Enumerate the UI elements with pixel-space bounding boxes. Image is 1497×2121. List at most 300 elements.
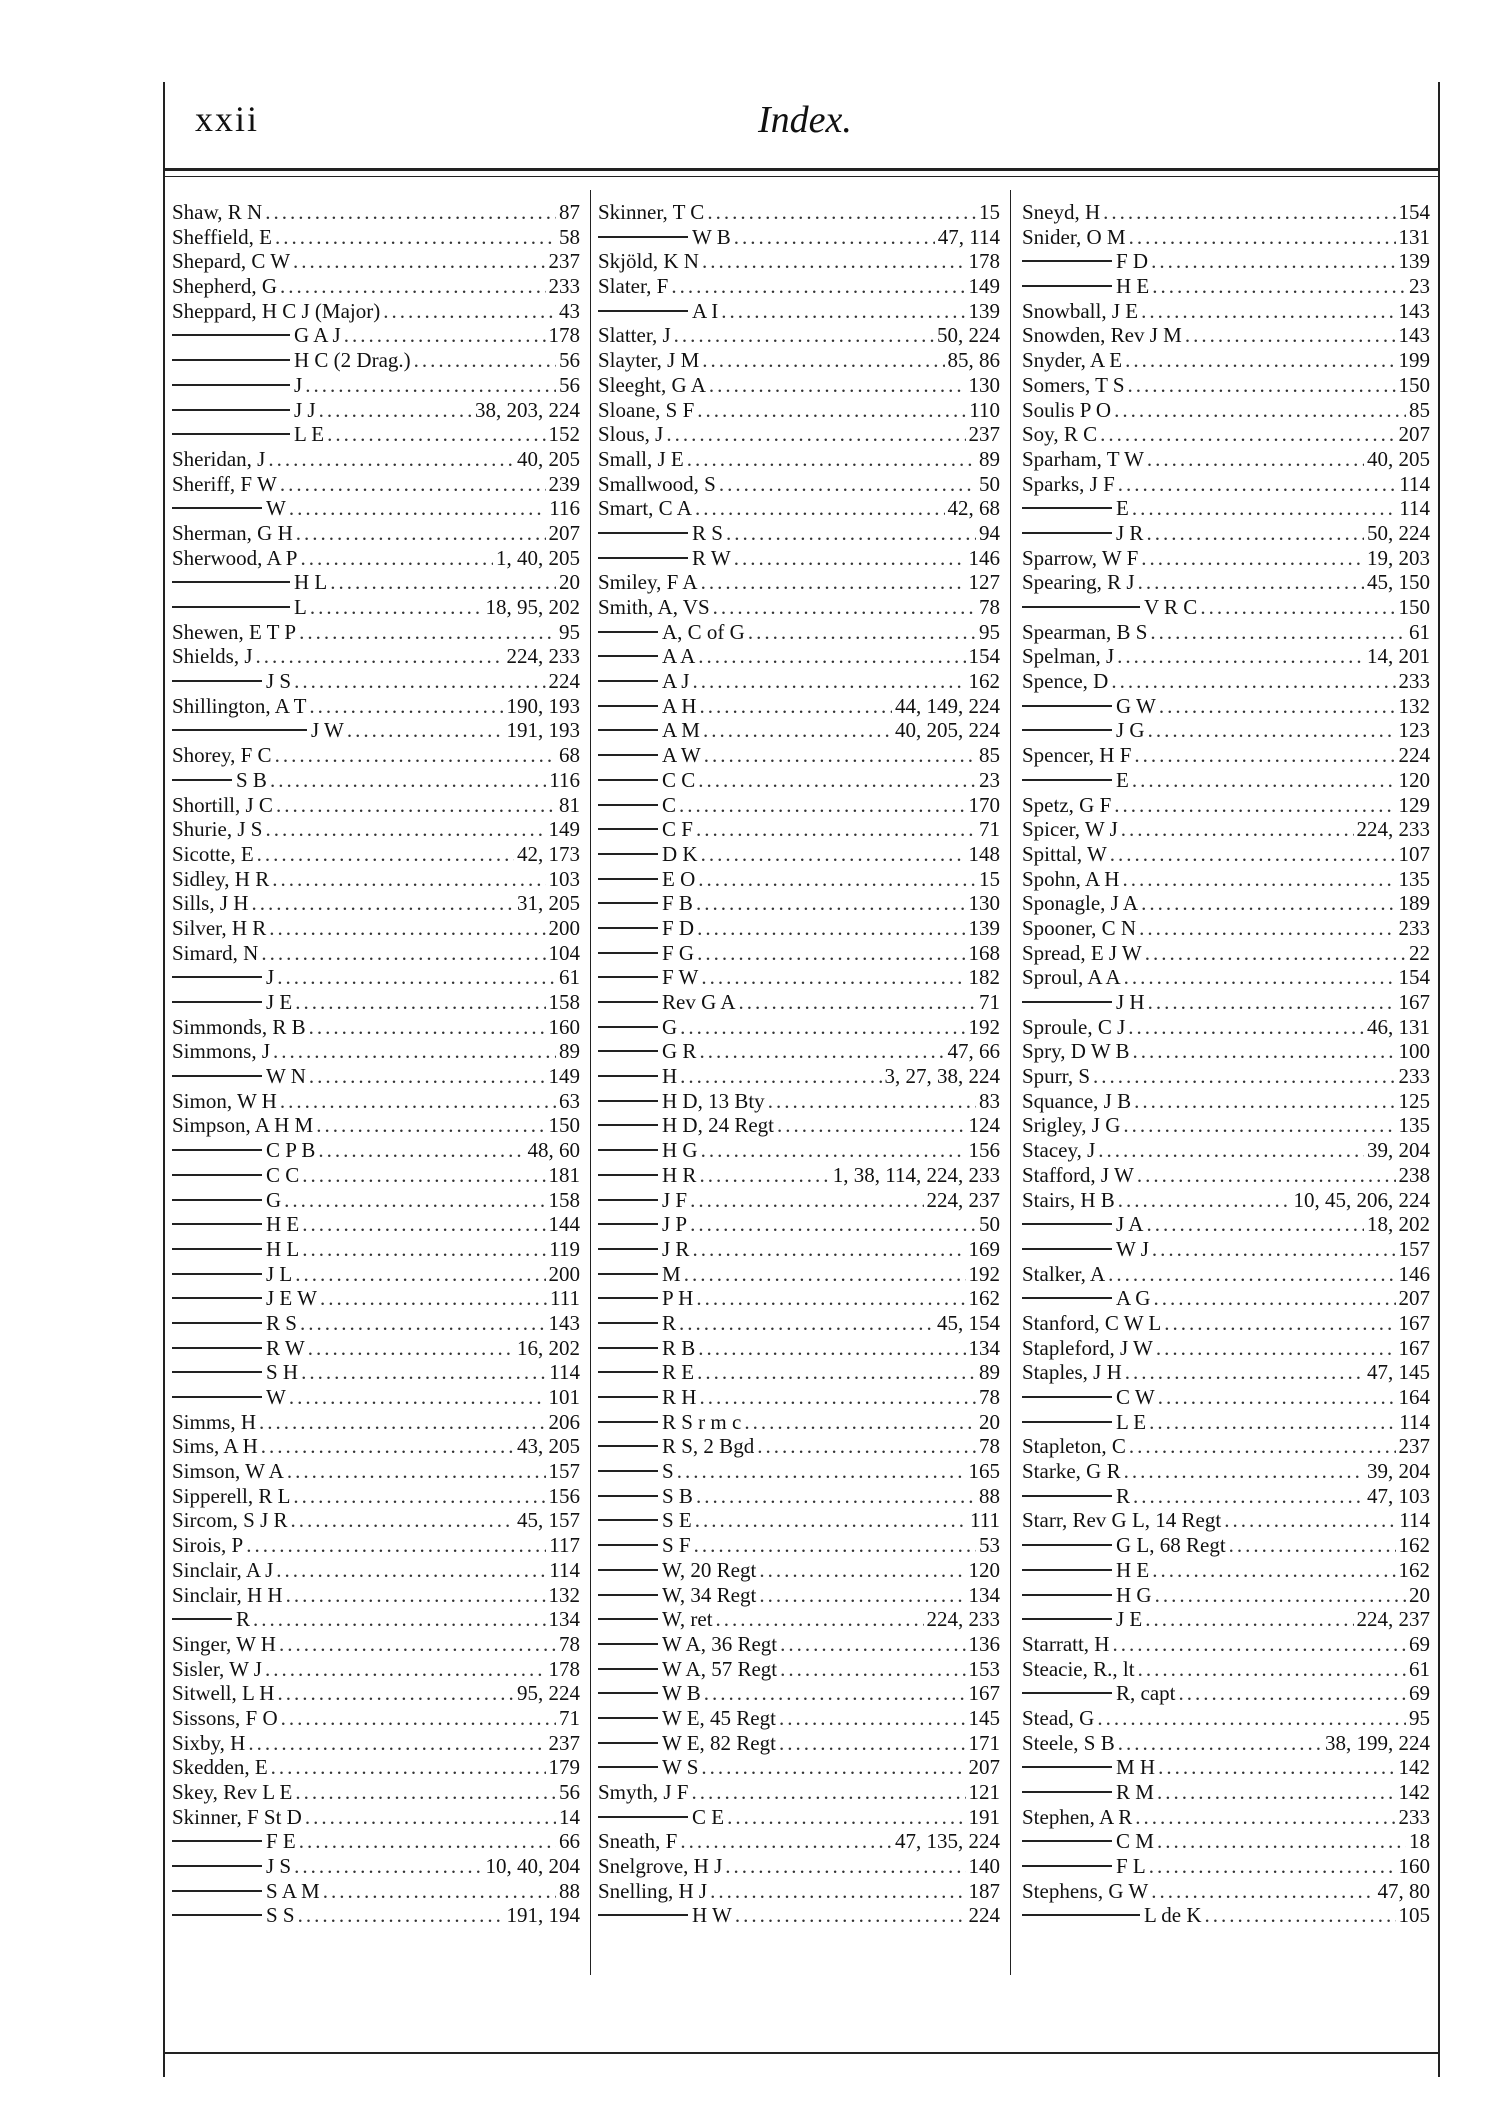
entry-name: J G bbox=[1116, 718, 1145, 743]
entry-pages: 233 bbox=[1398, 915, 1430, 940]
leader-dots bbox=[294, 669, 545, 694]
entry-name: Shepard, C W bbox=[172, 249, 291, 274]
index-entry bbox=[598, 1138, 1000, 1163]
leader-dots bbox=[701, 570, 966, 595]
index-entry bbox=[598, 1188, 1000, 1213]
index-entry bbox=[172, 496, 580, 521]
leader-dots bbox=[779, 1731, 966, 1756]
leader-dots bbox=[1100, 422, 1395, 447]
index-entry bbox=[172, 867, 580, 892]
entry-name: J L bbox=[266, 1261, 293, 1286]
leader-dots bbox=[284, 1188, 545, 1213]
entry-name: Sleeght, G A bbox=[598, 372, 706, 397]
index-entry bbox=[1022, 1484, 1430, 1509]
leader-dots bbox=[1205, 1903, 1396, 1928]
index-entry bbox=[172, 1508, 580, 1533]
entry-name: R W bbox=[266, 1335, 305, 1360]
index-entry bbox=[1022, 669, 1430, 694]
entry-pages: 19, 203 bbox=[1367, 545, 1430, 570]
index-entry bbox=[1022, 743, 1430, 768]
index-entry bbox=[172, 1237, 580, 1262]
leader-dots bbox=[701, 842, 966, 867]
index-column-2 bbox=[598, 200, 1000, 1928]
entry-name: G L, 68 Regt bbox=[1116, 1533, 1226, 1558]
index-entry bbox=[1022, 1336, 1430, 1361]
entry-name: Sinclair, H H bbox=[172, 1582, 283, 1607]
leader-dots bbox=[277, 965, 556, 990]
leader-dots bbox=[1141, 299, 1395, 324]
index-entry bbox=[172, 1607, 580, 1632]
leader-dots bbox=[677, 1459, 966, 1484]
ditto-dash bbox=[598, 902, 658, 904]
entry-pages: 81 bbox=[559, 792, 580, 817]
entry-pages: 39, 204 bbox=[1367, 1138, 1430, 1163]
leader-dots bbox=[265, 200, 556, 225]
entry-pages: 237 bbox=[1398, 1434, 1430, 1459]
index-entry bbox=[172, 373, 580, 398]
index-entry bbox=[598, 1879, 1000, 1904]
entry-pages: 168 bbox=[968, 940, 1000, 965]
leader-dots bbox=[1133, 1039, 1396, 1064]
index-entry bbox=[1022, 1508, 1430, 1533]
entry-pages: 143 bbox=[548, 1310, 580, 1335]
index-entry bbox=[1022, 1262, 1430, 1287]
entry-name: Snowball, J E bbox=[1022, 298, 1139, 323]
entry-name: Spooner, C N bbox=[1022, 915, 1137, 940]
index-entry bbox=[598, 965, 1000, 990]
index-entry bbox=[1022, 891, 1430, 916]
index-entry bbox=[1022, 1385, 1430, 1410]
entry-name: G A J bbox=[294, 323, 341, 348]
entry-pages: 45, 157 bbox=[517, 1508, 580, 1533]
entry-pages: 145 bbox=[968, 1705, 1000, 1730]
leader-dots bbox=[702, 249, 966, 274]
entry-name: Stalker, A bbox=[1022, 1261, 1106, 1286]
entry-name: Simms, H bbox=[172, 1409, 257, 1434]
index-entry bbox=[598, 1780, 1000, 1805]
leader-dots bbox=[695, 1508, 967, 1533]
index-entry bbox=[172, 768, 580, 793]
entry-name: Smart, C A bbox=[598, 496, 692, 521]
entry-name: Starr, Rev G L, 14 Regt bbox=[1022, 1508, 1222, 1533]
index-entry bbox=[598, 1459, 1000, 1484]
leader-dots bbox=[1148, 990, 1396, 1015]
entry-name: H E bbox=[266, 1212, 300, 1237]
entry-pages: 45, 154 bbox=[937, 1310, 1000, 1335]
page-number: xxii bbox=[195, 99, 260, 139]
leader-dots bbox=[780, 1632, 965, 1657]
entry-pages: 103 bbox=[548, 866, 580, 891]
leader-dots bbox=[289, 1385, 546, 1410]
entry-pages: 10, 45, 206, 224 bbox=[1293, 1187, 1430, 1212]
leader-dots bbox=[261, 941, 545, 966]
ditto-dash bbox=[172, 1396, 262, 1398]
leader-dots bbox=[744, 1410, 976, 1435]
entry-name: F D bbox=[662, 915, 695, 940]
ditto-dash bbox=[1022, 1396, 1112, 1398]
entry-name: S F bbox=[662, 1533, 691, 1558]
entry-name: Stapleton, C bbox=[1022, 1434, 1126, 1459]
entry-pages: 224, 233 bbox=[506, 644, 580, 669]
entry-pages: 14, 201 bbox=[1367, 644, 1430, 669]
leader-dots bbox=[696, 891, 966, 916]
entry-name: R S, 2 Bgd bbox=[662, 1434, 755, 1459]
leader-dots bbox=[779, 1706, 966, 1731]
entry-pages: 85, 86 bbox=[947, 348, 1000, 373]
index-entry bbox=[172, 941, 580, 966]
entry-name: Sheriff, F W bbox=[172, 471, 277, 496]
leader-dots bbox=[291, 1508, 514, 1533]
ditto-dash bbox=[598, 1297, 658, 1299]
leader-dots bbox=[680, 1015, 965, 1040]
leader-dots bbox=[268, 447, 514, 472]
index-entry bbox=[1022, 1039, 1430, 1064]
entry-pages: 121 bbox=[968, 1780, 1000, 1804]
index-entry bbox=[1022, 1780, 1430, 1805]
leader-dots bbox=[701, 1138, 966, 1163]
index-entry bbox=[172, 1731, 580, 1756]
entry-pages: 167 bbox=[1398, 990, 1430, 1014]
entry-pages: 207 bbox=[548, 520, 580, 545]
index-entry bbox=[172, 1089, 580, 1114]
leader-dots bbox=[684, 1262, 966, 1287]
index-entry bbox=[172, 669, 580, 694]
leader-dots bbox=[1146, 521, 1364, 546]
entry-pages: 18 bbox=[1409, 1829, 1430, 1854]
entry-pages: 149 bbox=[548, 817, 580, 842]
leader-dots bbox=[257, 842, 514, 867]
entry-name: Spearing, R J bbox=[1022, 570, 1135, 595]
entry-pages: 38, 203, 224 bbox=[475, 397, 580, 422]
leader-dots bbox=[1141, 891, 1395, 916]
entry-pages: 1, 38, 114, 224, 233 bbox=[832, 1162, 1000, 1187]
leader-dots bbox=[271, 1755, 546, 1780]
entry-name: C E bbox=[692, 1804, 725, 1829]
index-entry bbox=[172, 793, 580, 818]
ditto-dash bbox=[598, 927, 658, 929]
ditto-dash bbox=[172, 1865, 262, 1867]
leader-dots bbox=[327, 422, 545, 447]
ditto-dash bbox=[598, 1569, 658, 1571]
entry-pages: 111 bbox=[550, 1286, 580, 1311]
index-entry bbox=[1022, 1138, 1430, 1163]
entry-name: R bbox=[1116, 1483, 1131, 1508]
entry-pages: 45, 150 bbox=[1367, 570, 1430, 595]
entry-name: Simard, N bbox=[172, 940, 259, 965]
entry-pages: 15 bbox=[979, 866, 1000, 891]
leader-dots bbox=[691, 1780, 965, 1805]
entry-pages: 237 bbox=[548, 1730, 580, 1755]
leader-dots bbox=[716, 1607, 924, 1632]
index-entry bbox=[598, 916, 1000, 941]
entry-pages: 46, 131 bbox=[1367, 1014, 1430, 1039]
index-entry bbox=[172, 620, 580, 645]
index-entry bbox=[598, 472, 1000, 497]
index-entry bbox=[172, 1459, 580, 1484]
entry-pages: 146 bbox=[1398, 1261, 1430, 1286]
entry-pages: 156 bbox=[548, 1483, 580, 1508]
leader-dots bbox=[256, 644, 504, 669]
entry-pages: 224, 237 bbox=[926, 1187, 1000, 1212]
entry-name: Sissons, F O bbox=[172, 1705, 278, 1730]
index-entry bbox=[598, 1632, 1000, 1657]
index-entry bbox=[598, 595, 1000, 620]
entry-pages: 167 bbox=[1398, 1335, 1430, 1360]
entry-pages: 116 bbox=[549, 496, 580, 521]
index-entry bbox=[598, 1015, 1000, 1040]
index-entry bbox=[1022, 1360, 1430, 1385]
entry-name: W S bbox=[662, 1755, 699, 1780]
entry-name: R E bbox=[662, 1360, 695, 1385]
leader-dots bbox=[1114, 793, 1395, 818]
entry-pages: 20 bbox=[1409, 1582, 1430, 1607]
entry-name: L de K bbox=[1144, 1903, 1202, 1928]
leader-dots bbox=[1132, 496, 1396, 521]
index-entry bbox=[172, 1336, 580, 1361]
index-entry bbox=[1022, 1583, 1430, 1608]
index-entry bbox=[1022, 1410, 1430, 1435]
leader-dots bbox=[299, 1829, 556, 1854]
entry-name: Sherman, G H bbox=[172, 520, 293, 545]
index-entry bbox=[598, 1755, 1000, 1780]
index-entry bbox=[1022, 323, 1430, 348]
entry-name: Spencer, H F bbox=[1022, 743, 1132, 768]
ditto-dash bbox=[598, 1421, 658, 1423]
column-divider-1 bbox=[590, 190, 591, 1975]
entry-name: Sicotte, E bbox=[172, 841, 254, 866]
leader-dots bbox=[780, 1657, 965, 1682]
entry-name: Simmonds, R B bbox=[172, 1014, 306, 1039]
ditto-dash bbox=[598, 1692, 658, 1694]
entry-name: C F bbox=[662, 817, 693, 842]
entry-name: Sixby, H bbox=[172, 1730, 246, 1755]
entry-pages: 150 bbox=[548, 1113, 580, 1138]
index-entry bbox=[172, 1212, 580, 1237]
entry-name: H L bbox=[294, 570, 328, 595]
ditto-dash bbox=[598, 1100, 658, 1102]
entry-pages: 120 bbox=[968, 1557, 1000, 1582]
ditto-dash bbox=[598, 828, 658, 830]
leader-dots bbox=[1121, 817, 1354, 842]
entry-name: W, 20 Regt bbox=[662, 1557, 757, 1582]
leader-dots bbox=[1138, 1657, 1406, 1682]
entry-name: J S bbox=[266, 669, 292, 694]
index-entry bbox=[598, 1064, 1000, 1089]
ditto-dash bbox=[172, 1174, 262, 1176]
entry-pages: 206 bbox=[548, 1409, 580, 1434]
index-entry bbox=[172, 323, 580, 348]
entry-pages: 83 bbox=[979, 1088, 1000, 1113]
leader-dots bbox=[246, 1533, 546, 1558]
index-entry bbox=[598, 620, 1000, 645]
entry-name: R H bbox=[662, 1385, 697, 1409]
leader-dots bbox=[305, 373, 556, 398]
index-entry bbox=[172, 1188, 580, 1213]
entry-pages: 110 bbox=[969, 397, 1000, 422]
entry-pages: 237 bbox=[968, 422, 1000, 447]
leader-dots bbox=[703, 718, 892, 743]
leader-dots bbox=[697, 398, 966, 423]
entry-pages: 135 bbox=[1398, 866, 1430, 891]
entry-name: S E bbox=[662, 1508, 692, 1533]
leader-dots bbox=[692, 1237, 965, 1262]
ditto-dash bbox=[172, 680, 262, 682]
entry-pages: 162 bbox=[968, 1286, 1000, 1311]
entry-name: Slatter, J bbox=[598, 323, 671, 348]
leader-dots bbox=[298, 1903, 504, 1928]
entry-name: Spetz, G F bbox=[1022, 792, 1112, 817]
entry-name: W E, 45 Regt bbox=[662, 1705, 776, 1730]
entry-name: Steele, S B bbox=[1022, 1730, 1115, 1755]
index-entry bbox=[598, 447, 1000, 472]
leader-dots bbox=[1138, 570, 1364, 595]
entry-name: Spread, E J W bbox=[1022, 940, 1142, 965]
ditto-dash bbox=[598, 754, 658, 756]
index-entry bbox=[598, 743, 1000, 768]
leader-dots bbox=[320, 1286, 547, 1311]
entry-name: R bbox=[236, 1607, 251, 1632]
entry-pages: 78 bbox=[979, 595, 1000, 619]
leader-dots bbox=[1118, 1188, 1291, 1213]
entry-pages: 135 bbox=[1398, 1113, 1430, 1138]
ditto-dash bbox=[598, 1223, 658, 1225]
leader-dots bbox=[1114, 398, 1406, 423]
index-entry bbox=[172, 891, 580, 916]
entry-name: Slayter, J M bbox=[598, 348, 700, 373]
leader-dots bbox=[1156, 1336, 1396, 1361]
entry-pages: 114 bbox=[1399, 471, 1430, 496]
entry-name: Simpson, A H M bbox=[172, 1113, 314, 1138]
ditto-dash bbox=[1022, 1766, 1112, 1768]
leader-dots bbox=[305, 1805, 556, 1830]
entry-pages: 18, 202 bbox=[1367, 1212, 1430, 1237]
leader-dots bbox=[265, 817, 545, 842]
entry-pages: 181 bbox=[548, 1162, 580, 1187]
entry-pages: 119 bbox=[549, 1236, 580, 1261]
leader-dots bbox=[1153, 1286, 1395, 1311]
index-entry bbox=[172, 1829, 580, 1854]
entry-pages: 95 bbox=[979, 619, 1000, 644]
index-entry bbox=[172, 1533, 580, 1558]
entry-name: Simon, W H bbox=[172, 1088, 277, 1113]
ditto-dash bbox=[598, 1273, 658, 1275]
entry-pages: 120 bbox=[1398, 767, 1430, 792]
ditto-dash bbox=[1022, 606, 1140, 608]
leader-dots bbox=[319, 398, 472, 423]
ditto-dash bbox=[172, 1371, 262, 1373]
leader-dots bbox=[680, 1829, 892, 1854]
entry-name: A I bbox=[692, 298, 719, 323]
entry-name: C C bbox=[266, 1162, 300, 1187]
entry-name: Sinclair, A J bbox=[172, 1557, 274, 1582]
leader-dots bbox=[696, 817, 976, 842]
entry-name: S B bbox=[662, 1483, 693, 1508]
right-margin-rule bbox=[1438, 82, 1440, 2077]
entry-pages: 154 bbox=[1398, 965, 1430, 990]
entry-name: H bbox=[662, 1064, 678, 1089]
index-entry bbox=[1022, 1212, 1430, 1237]
leader-dots bbox=[1185, 323, 1396, 348]
leader-dots bbox=[1125, 348, 1395, 373]
leader-dots bbox=[275, 225, 556, 250]
entry-pages: 94 bbox=[979, 520, 1000, 545]
entry-pages: 44, 149, 224 bbox=[895, 693, 1000, 718]
entry-name: L E bbox=[1116, 1409, 1147, 1434]
index-entry bbox=[598, 1286, 1000, 1311]
leader-dots bbox=[679, 793, 965, 818]
ditto-dash bbox=[1022, 1618, 1112, 1620]
index-entry bbox=[598, 1706, 1000, 1731]
index-entry bbox=[598, 1360, 1000, 1385]
entry-name: H D, 13 Bty bbox=[662, 1088, 765, 1113]
entry-pages: 69 bbox=[1409, 1631, 1430, 1656]
index-entry bbox=[1022, 1015, 1430, 1040]
leader-dots bbox=[1128, 373, 1396, 398]
leader-dots bbox=[1147, 447, 1364, 472]
leader-dots bbox=[1229, 1533, 1396, 1558]
entry-name: C M bbox=[1116, 1829, 1154, 1854]
entry-pages: 146 bbox=[968, 545, 1000, 570]
ditto-dash bbox=[598, 680, 658, 682]
entry-pages: 89 bbox=[979, 1360, 1000, 1385]
ditto-dash bbox=[172, 334, 290, 336]
entry-name: Sirois, P bbox=[172, 1533, 244, 1558]
entry-pages: 125 bbox=[1398, 1088, 1430, 1113]
ditto-dash bbox=[172, 1840, 262, 1842]
index-entry bbox=[598, 1336, 1000, 1361]
ditto-dash bbox=[1022, 705, 1112, 707]
entry-name: Spicer, W J bbox=[1022, 817, 1118, 842]
entry-name: W bbox=[266, 496, 286, 521]
leader-dots bbox=[698, 768, 976, 793]
entry-name: J A bbox=[1116, 1212, 1144, 1237]
index-entry bbox=[598, 1434, 1000, 1459]
leader-dots bbox=[272, 867, 545, 892]
entry-pages: 154 bbox=[1398, 200, 1430, 224]
index-entry bbox=[598, 1903, 1000, 1928]
index-entry bbox=[1022, 916, 1430, 941]
ditto-dash bbox=[598, 705, 658, 707]
index-entry bbox=[1022, 867, 1430, 892]
leader-dots bbox=[679, 1311, 934, 1336]
index-entry bbox=[598, 323, 1000, 348]
ditto-dash bbox=[172, 1199, 262, 1201]
entry-pages: 124 bbox=[968, 1113, 1000, 1138]
ditto-dash bbox=[598, 1643, 658, 1645]
ditto-dash bbox=[598, 1717, 658, 1719]
entry-name: Sircom, S J R bbox=[172, 1508, 288, 1533]
leader-dots bbox=[347, 718, 504, 743]
leader-dots bbox=[286, 1583, 546, 1608]
entry-pages: 58 bbox=[559, 224, 580, 249]
entry-name: J J bbox=[294, 397, 316, 422]
index-entry bbox=[172, 472, 580, 497]
entry-name: E O bbox=[662, 866, 696, 891]
entry-name: Silver, H R bbox=[172, 915, 267, 940]
entry-pages: 134 bbox=[968, 1582, 1000, 1607]
entry-name: Smyth, J F bbox=[598, 1780, 689, 1804]
index-entry bbox=[1022, 1558, 1430, 1583]
entry-name: J E bbox=[1116, 1607, 1143, 1632]
entry-pages: 1, 40, 205 bbox=[496, 545, 580, 570]
leader-dots bbox=[280, 274, 546, 299]
leader-dots bbox=[704, 743, 976, 768]
ditto-dash bbox=[1022, 1791, 1112, 1793]
leader-dots bbox=[1224, 1508, 1396, 1533]
leader-dots bbox=[694, 1533, 976, 1558]
leader-dots bbox=[1123, 1113, 1395, 1138]
index-entry bbox=[172, 1385, 580, 1410]
